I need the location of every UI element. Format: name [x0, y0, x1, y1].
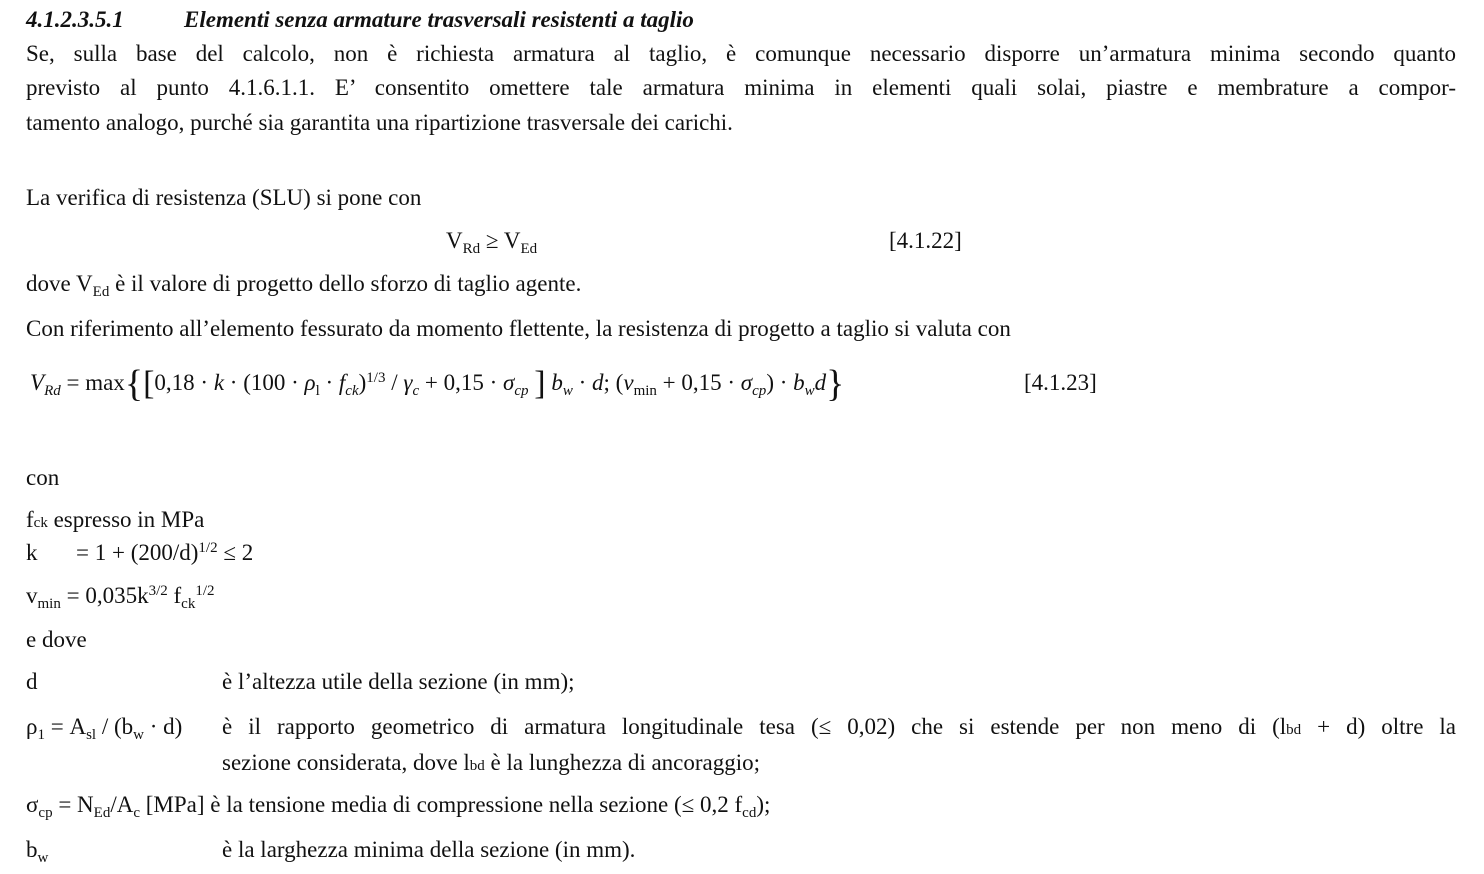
riferimento-text: Con riferimento all’elemento fessurato da momento flettente, la resistenza di progetto a taglio si valuta con — [26, 316, 1011, 341]
equation-ref-4-1-22: [4.1.22] — [889, 228, 962, 253]
equation-4-1-22: $V_{Rd} \ge V_{Ed}$ — [446, 228, 538, 257]
vmin-exp: 3/2 — [148, 583, 168, 599]
vmin-line — [26, 581, 215, 611]
def-rho-line2-tail: è la lunghezza di ancoraggio; — [484, 750, 761, 775]
equation-4-1-23: $V_{Rd} = \max\{[0,18 \cdot k \cdot (100 \cdot \rho_l \cdot f_{ck})^{1/3} / \gamma_c + 0,15 \cdot \sigma_{cp}$ ] $b_w \cdot d$; $(v_{min} + 0,15 \cdot \sigma_{cp}) \cdot b_wd$} — [30, 363, 845, 405]
def-rho-line1-tail: + d) oltre la — [1301, 714, 1456, 739]
def-rho-line2-text: sezione considerata, dove l — [222, 750, 470, 775]
def-sigma-sub: cd — [742, 805, 757, 821]
def-sigma-tail: ); — [756, 792, 771, 817]
def-bw-sub: w — [37, 850, 49, 866]
def-rho-symbol: $\rho_1 = A_{sl} / (b_w \cdot d)$ — [26, 714, 183, 743]
dove-suffix: è il valore di progetto dello sforzo di taglio agente. — [109, 271, 582, 296]
intro-line-2: previsto al punto 4.1.6.1.1. E’ consentito omettere tale armatura minima in elementi quali solai, piastre e membrature a compor- — [26, 75, 1456, 100]
k-expr: = 1 + (200/d) — [76, 540, 199, 565]
e-dove-label: e dove — [26, 627, 87, 652]
dove-prefix: dove V — [26, 271, 93, 296]
def-rho-line-2 — [222, 745, 1456, 784]
vmin-sub: min — [37, 596, 61, 612]
k-exp: 1/2 — [198, 540, 218, 556]
k-tail: ≤ 2 — [217, 540, 254, 565]
equation-ref-4-1-23: [4.1.23] — [1024, 370, 1097, 395]
def-rho-line2-sub: bd — [469, 758, 485, 774]
dove-line — [26, 269, 581, 299]
fck-line — [26, 505, 204, 538]
vmin-fsub: ck — [181, 596, 196, 612]
vmin-expr: = 0,035k — [60, 583, 149, 608]
def-sigma-line: $\sigma_{cp} = N_{Ed}/A_c$ [MPa] è la tensione media di compressione nella sezione (≤ 0,2 $f_{cd}$); — [26, 792, 771, 821]
vmin-fexp: 1/2 — [195, 583, 215, 599]
def-d-text: è l’altezza utile della sezione (in mm); — [222, 669, 575, 694]
section-heading — [26, 5, 694, 35]
k-label: k — [26, 540, 38, 565]
intro-line-3: tamento analogo, purché sia garantita una ripartizione trasversale dei carichi. — [26, 110, 733, 135]
vmin-label: v — [26, 583, 38, 608]
fck-sub: ck — [33, 515, 48, 531]
fck-text: espresso in MPa — [47, 507, 205, 532]
fck-prefix: f — [26, 507, 34, 532]
intro-line-1: Se, sulla base del calcolo, non è richiesta armatura al taglio, è comunque necessario disporre un’armatura minima secondo quanto — [26, 41, 1456, 66]
k-line — [26, 538, 253, 568]
section-number: 4.1.2.3.5.1 — [26, 7, 124, 32]
def-sigma-text: [MPa] è la tensione media di compressione nella sezione (≤ 0,2 f — [140, 792, 743, 817]
section-title: Elementi senza armature trasversali resistenti a taglio — [184, 7, 694, 32]
vmin-f: f — [167, 583, 182, 608]
con-label: con — [26, 465, 60, 490]
def-d-symbol: d — [26, 669, 38, 694]
verifica-text: La verifica di resistenza (SLU) si pone con — [26, 185, 422, 210]
def-rho-line1-text: è il rapporto geometrico di armatura longitudinale tesa (≤ 0,02) che si estende per non meno di (l — [222, 714, 1287, 739]
dove-sub: Ed — [92, 284, 110, 300]
def-rho-line1-sub: bd — [1286, 722, 1302, 738]
def-rho-line-1 — [222, 709, 1456, 748]
def-bw-text: è la larghezza minima della sezione (in mm). — [222, 837, 636, 862]
def-bw-letter: b — [26, 837, 38, 862]
def-bw-symbol — [26, 835, 48, 865]
